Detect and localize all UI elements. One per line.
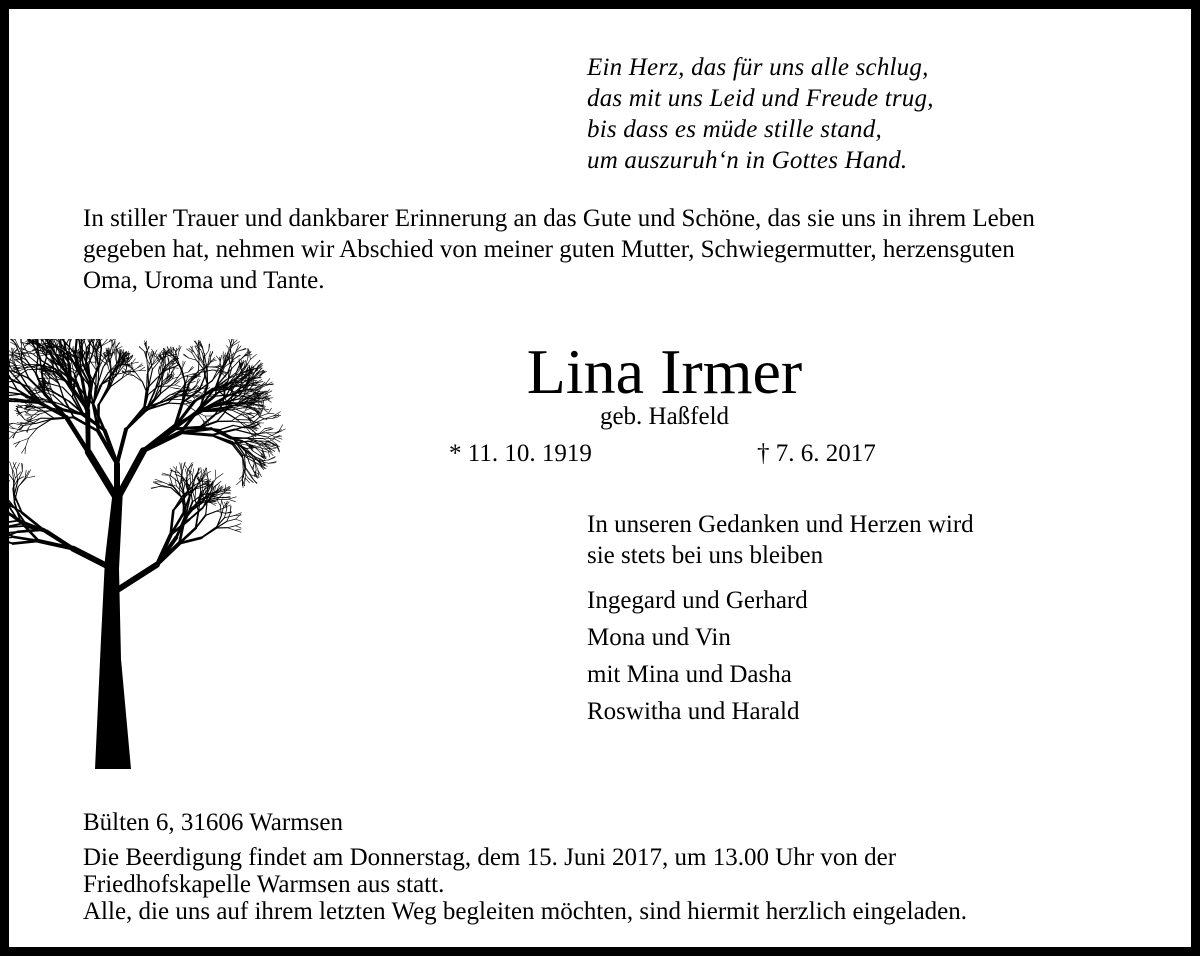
funeral-line: Alle, die uns auf ihrem letzten Weg begleiten möchten, sind hiermit herzlich eingeladen. [83,898,968,925]
memorial-poem [587,52,934,176]
funeral-line: Friedhofskapelle Warmsen aus statt. [83,871,445,898]
death-date: † 7. 6. 2017 [757,440,876,467]
funeral-line: Die Beerdigung findet am Donnerstag, dem 15. Juni 2017, um 13.00 Uhr von der [83,844,897,871]
remembrance-text [587,509,974,571]
mourner-entry: Roswitha und Harald [587,698,800,725]
maiden-name: geb. Haßfeld [599,403,730,430]
address: Bülten 6, 31606 Warmsen [83,809,343,836]
intro-line: In stiller Trauer und dankbarer Erinnerung an das Gute und Schöne, das sie uns in ihrem Leben [83,205,1035,232]
mourners-list [587,582,808,730]
intro-line: gegeben hat, nehmen wir Abschied von meiner guten Mutter, Schwiegermutter, herzensguten [83,236,1015,263]
mourner-entry: Ingegard und Gerhard [587,587,808,614]
deceased-name: Lina Irmer [526,336,803,407]
mourner-entry: mit Mina und Dasha [587,661,792,688]
poem-line: das mit uns Leid und Freude trug, [587,85,934,112]
poem-line: Ein Herz, das für uns alle schlug, [587,54,929,81]
poem-line: um auszuruh‘n in Gottes Hand. [587,147,908,174]
remembrance-line: sie stets bei uns bleiben [587,542,824,569]
remembrance-line: In unseren Gedanken und Herzen wird [587,511,974,538]
intro-line: Oma, Uroma und Tante. [83,267,325,294]
mourner-entry: Mona und Vin [587,624,731,651]
birth-date: * 11. 10. 1919 [449,440,592,467]
intro-text [83,203,1143,296]
poem-line: bis dass es müde stille stand, [587,116,882,143]
funeral-info [83,844,967,925]
obituary-notice [9,9,1191,947]
